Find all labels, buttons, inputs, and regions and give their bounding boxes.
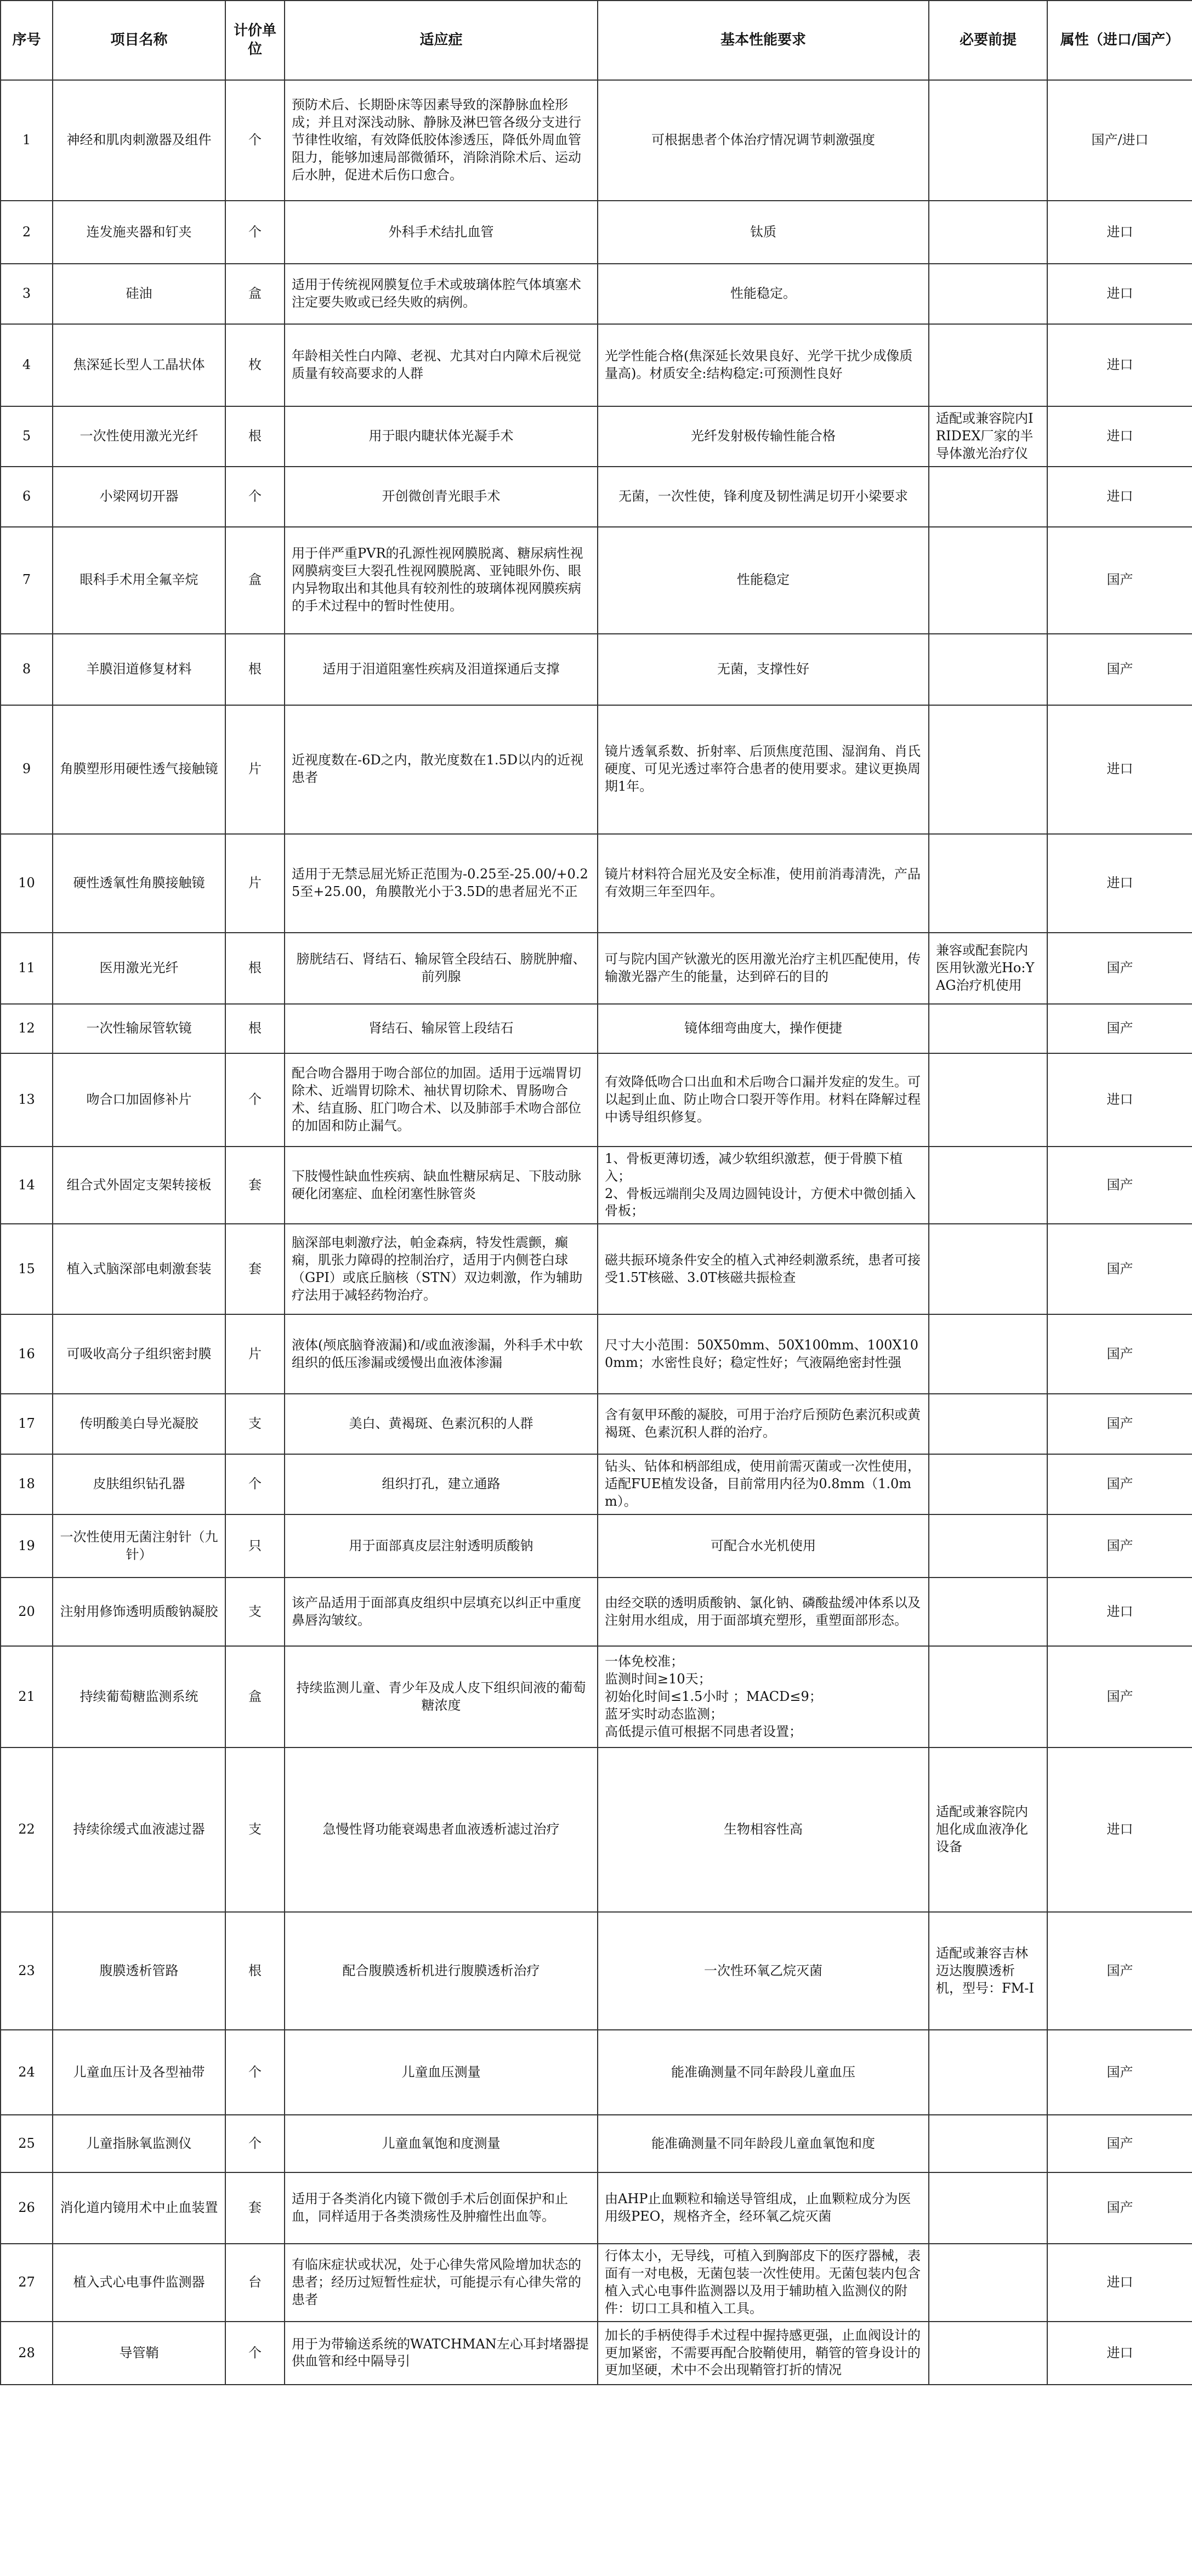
cell-attribute: 国产 <box>1047 1394 1192 1454</box>
cell-attribute: 进口 <box>1047 406 1192 467</box>
cell-no: 19 <box>1 1514 53 1578</box>
cell-unit: 支 <box>225 1578 285 1646</box>
table-row <box>1 1224 1192 1314</box>
cell-name: 医用激光光纤 <box>53 933 225 1004</box>
cell-attribute: 进口 <box>1047 1747 1192 1912</box>
cell-prerequisite <box>929 1314 1047 1394</box>
cell-unit: 根 <box>225 406 285 467</box>
cell-prerequisite <box>929 2030 1047 2115</box>
table-row <box>1 1147 1192 1224</box>
cell-indication: 有临床症状或状况，处于心律失常风险增加状态的患者；经历过短暂性症状，可能提示有心律失常的患者 <box>285 2244 598 2322</box>
cell-prerequisite <box>929 1053 1047 1147</box>
cell-unit: 个 <box>225 2322 285 2385</box>
cell-no: 26 <box>1 2172 53 2244</box>
cell-name: 硬性透氧性角膜接触镜 <box>53 834 225 933</box>
cell-attribute: 国产 <box>1047 1514 1192 1578</box>
table-row <box>1 705 1192 834</box>
cell-attribute: 国产 <box>1047 1004 1192 1053</box>
header-row <box>1 1 1192 80</box>
cell-name: 持续徐缓式血液滤过器 <box>53 1747 225 1912</box>
header-unit: 计价单位 <box>225 1 285 80</box>
cell-attribute: 国产 <box>1047 1147 1192 1224</box>
cell-requirement: 含有氨甲环酸的凝胶，可用于治疗后预防色素沉积或黄褐斑、色素沉积人群的治疗。 <box>598 1394 929 1454</box>
table-row <box>1 264 1192 324</box>
cell-indication: 适用于无禁忌屈光矫正范围为-0.25至-25.00/+0.25至+25.00，角膜散光小于3.5D的患者屈光不正 <box>285 834 598 933</box>
cell-indication: 预防术后、长期卧床等因素导致的深静脉血栓形成；并且对深浅动脉、静脉及淋巴管各级分支进行节律性收缩，有效降低胶体渗透压，降低外周血管阻力，能够加速局部微循环，消除消除术后、运动后水肿，促进术后伤口愈合。 <box>285 80 598 201</box>
cell-unit: 根 <box>225 634 285 705</box>
cell-unit: 台 <box>225 2244 285 2322</box>
cell-unit: 根 <box>225 1912 285 2030</box>
cell-name: 组合式外固定支架转接板 <box>53 1147 225 1224</box>
cell-indication: 适用于泪道阻塞性疾病及泪道探通后支撑 <box>285 634 598 705</box>
cell-indication: 美白、黄褐斑、色素沉积的人群 <box>285 1394 598 1454</box>
cell-prerequisite <box>929 2115 1047 2172</box>
table-row <box>1 527 1192 634</box>
cell-requirement: 由AHP止血颗粒和输送导管组成，止血颗粒成分为医用级PEO，规格齐全，经环氧乙烷灭菌 <box>598 2172 929 2244</box>
cell-indication: 该产品适用于面部真皮组织中层填充以纠正中重度鼻唇沟皱纹。 <box>285 1578 598 1646</box>
cell-attribute: 进口 <box>1047 705 1192 834</box>
cell-requirement: 尺寸大小范围：50X50mm、50X100mm、100X100mm；水密性良好；稳定性好；气液隔绝密封性强 <box>598 1314 929 1394</box>
cell-requirement: 光学性能合格(焦深延长效果良好、光学干扰少成像质量高)。材质安全:结构稳定:可预测性良好 <box>598 324 929 406</box>
cell-no: 8 <box>1 634 53 705</box>
cell-name: 持续葡萄糖监测系统 <box>53 1646 225 1747</box>
cell-name: 神经和肌肉刺激器及组件 <box>53 80 225 201</box>
cell-no: 1 <box>1 80 53 201</box>
cell-name: 可吸收高分子组织密封膜 <box>53 1314 225 1394</box>
cell-name: 儿童血压计及各型袖带 <box>53 2030 225 2115</box>
cell-requirement: 镜体细弯曲度大，操作便捷 <box>598 1004 929 1053</box>
cell-indication: 儿童血压测量 <box>285 2030 598 2115</box>
cell-attribute: 国产 <box>1047 1912 1192 2030</box>
header-name: 项目名称 <box>53 1 225 80</box>
cell-attribute: 进口 <box>1047 264 1192 324</box>
cell-indication: 脑深部电刺激疗法，帕金森病，特发性震颤，癫痫，肌张力障碍的控制治疗，适用于内侧苍白球（GPI）或底丘脑核（STN）双边刺激，作为辅助疗法用于减轻药物治疗。 <box>285 1224 598 1314</box>
table-row <box>1 1394 1192 1454</box>
cell-indication: 配合吻合器用于吻合部位的加固。适用于远端胃切除术、近端胃切除术、袖状胃切除术、胃肠吻合术、结直肠、肛门吻合术、以及肺部手术吻合部位的加固和防止漏气。 <box>285 1053 598 1147</box>
cell-attribute: 国产 <box>1047 933 1192 1004</box>
cell-attribute: 国产 <box>1047 2030 1192 2115</box>
table-row <box>1 1053 1192 1147</box>
cell-indication: 液体(颅底脑脊液漏)和/或血液渗漏，外科手术中软组织的低压渗漏或缓慢出血液体渗漏 <box>285 1314 598 1394</box>
header-requirement: 基本性能要求 <box>598 1 929 80</box>
cell-prerequisite <box>929 834 1047 933</box>
cell-unit: 盒 <box>225 527 285 634</box>
cell-no: 18 <box>1 1454 53 1514</box>
cell-indication: 开创微创青光眼手术 <box>285 467 598 527</box>
cell-name: 腹膜透析管路 <box>53 1912 225 2030</box>
cell-requirement: 一次性环氧乙烷灭菌 <box>598 1912 929 2030</box>
cell-attribute: 国产 <box>1047 2172 1192 2244</box>
cell-prerequisite <box>929 705 1047 834</box>
cell-indication: 急慢性肾功能衰竭患者血液透析滤过治疗 <box>285 1747 598 1912</box>
cell-no: 21 <box>1 1646 53 1747</box>
table-row <box>1 1912 1192 2030</box>
cell-unit: 个 <box>225 1454 285 1514</box>
cell-unit: 个 <box>225 80 285 201</box>
cell-attribute: 进口 <box>1047 2322 1192 2385</box>
cell-prerequisite <box>929 1578 1047 1646</box>
cell-name: 焦深延长型人工晶状体 <box>53 324 225 406</box>
cell-unit: 只 <box>225 1514 285 1578</box>
cell-name: 一次性输尿管软镜 <box>53 1004 225 1053</box>
cell-no: 10 <box>1 834 53 933</box>
cell-attribute: 国产 <box>1047 634 1192 705</box>
cell-name: 连发施夹器和钉夹 <box>53 201 225 264</box>
cell-unit: 枚 <box>225 324 285 406</box>
cell-no: 6 <box>1 467 53 527</box>
cell-attribute: 进口 <box>1047 1578 1192 1646</box>
cell-indication: 用于眼内睫状体光凝手术 <box>285 406 598 467</box>
cell-requirement: 光纤发射极传输性能合格 <box>598 406 929 467</box>
cell-requirement: 镜片材料符合屈光及安全标准，使用前消毒清洗，产品有效期三年至四年。 <box>598 834 929 933</box>
cell-indication: 组织打孔，建立通路 <box>285 1454 598 1514</box>
cell-requirement: 无菌，支撑性好 <box>598 634 929 705</box>
cell-prerequisite: 适配或兼容院内IRIDEX厂家的半导体激光治疗仪 <box>929 406 1047 467</box>
cell-attribute: 进口 <box>1047 834 1192 933</box>
cell-prerequisite <box>929 264 1047 324</box>
cell-name: 植入式心电事件监测器 <box>53 2244 225 2322</box>
cell-indication: 用于为带输送系统的WATCHMAN左心耳封堵器提供血管和经中隔导引 <box>285 2322 598 2385</box>
cell-unit: 支 <box>225 1747 285 1912</box>
cell-indication: 适用于各类消化内镜下微创手术后创面保护和止血，同样适用于各类溃疡性及肿瘤性出血等。 <box>285 2172 598 2244</box>
cell-requirement: 行体太小，无导线，可植入到胸部皮下的医疗器械，表面有一对电极，无菌包装一次性使用。无菌包装内包含植入式心电事件监测器以及用于辅助植入监测仪的附件：切口工具和植入工具。 <box>598 2244 929 2322</box>
cell-indication: 适用于传统视网膜复位手术或玻璃体腔气体填塞术注定要失败或已经失败的病例。 <box>285 264 598 324</box>
cell-attribute: 国产 <box>1047 1224 1192 1314</box>
cell-no: 9 <box>1 705 53 834</box>
cell-attribute: 进口 <box>1047 201 1192 264</box>
cell-no: 20 <box>1 1578 53 1646</box>
table-row <box>1 933 1192 1004</box>
cell-indication: 外科手术结扎血管 <box>285 201 598 264</box>
table-row <box>1 201 1192 264</box>
cell-requirement: 可与院内国产钬激光的医用激光治疗主机匹配使用，传输激光器产生的能量，达到碎石的目的 <box>598 933 929 1004</box>
cell-indication: 用于伴严重PVR的孔源性视网膜脱离、糖尿病性视网膜病变巨大裂孔性视网膜脱离、亚钝眼外伤、眼内异物取出和其他具有较剂性的玻璃体视网膜疾病的手术过程中的暂时性使用。 <box>285 527 598 634</box>
cell-unit: 支 <box>225 1394 285 1454</box>
cell-prerequisite <box>929 1646 1047 1747</box>
cell-name: 消化道内镜用术中止血装置 <box>53 2172 225 2244</box>
cell-name: 导管鞘 <box>53 2322 225 2385</box>
cell-prerequisite <box>929 324 1047 406</box>
cell-requirement: 性能稳定。 <box>598 264 929 324</box>
cell-no: 23 <box>1 1912 53 2030</box>
cell-no: 24 <box>1 2030 53 2115</box>
cell-no: 22 <box>1 1747 53 1912</box>
cell-attribute: 进口 <box>1047 2244 1192 2322</box>
cell-prerequisite <box>929 467 1047 527</box>
table-row <box>1 406 1192 467</box>
cell-unit: 套 <box>225 1147 285 1224</box>
cell-requirement: 生物相容性高 <box>598 1747 929 1912</box>
cell-name: 传明酸美白导光凝胶 <box>53 1394 225 1454</box>
cell-name: 皮肤组织钻孔器 <box>53 1454 225 1514</box>
cell-no: 28 <box>1 2322 53 2385</box>
table-row <box>1 834 1192 933</box>
table-row <box>1 2244 1192 2322</box>
cell-name: 硅油 <box>53 264 225 324</box>
cell-no: 12 <box>1 1004 53 1053</box>
cell-requirement: 能准确测量不同年龄段儿童血压 <box>598 2030 929 2115</box>
table-row <box>1 2115 1192 2172</box>
cell-indication: 近视度数在-6D之内，散光度数在1.5D以内的近视患者 <box>285 705 598 834</box>
cell-prerequisite <box>929 1454 1047 1514</box>
cell-unit: 盒 <box>225 264 285 324</box>
cell-prerequisite <box>929 1224 1047 1314</box>
cell-name: 儿童指脉氧监测仪 <box>53 2115 225 2172</box>
cell-no: 25 <box>1 2115 53 2172</box>
table-row <box>1 1578 1192 1646</box>
cell-unit: 片 <box>225 1314 285 1394</box>
cell-indication: 持续监测儿童、青少年及成人皮下组织间液的葡萄糖浓度 <box>285 1646 598 1747</box>
cell-prerequisite <box>929 2322 1047 2385</box>
cell-requirement: 由经交联的透明质酸钠、氯化钠、磷酸盐缓冲体系以及注射用水组成，用于面部填充塑形，重塑面部形态。 <box>598 1578 929 1646</box>
cell-requirement: 能准确测量不同年龄段儿童血氧饱和度 <box>598 2115 929 2172</box>
table-row <box>1 634 1192 705</box>
header-indication: 适应症 <box>285 1 598 80</box>
cell-name: 小梁网切开器 <box>53 467 225 527</box>
cell-requirement: 磁共振环境条件安全的植入式神经刺激系统，患者可接受1.5T核磁、3.0T核磁共振检查 <box>598 1224 929 1314</box>
cell-no: 27 <box>1 2244 53 2322</box>
cell-requirement: 一体免校准； 监测时间≥10天； 初始化时间≤1.5小时 ；MACD≤9； 蓝牙实时动态监测； 高低提示值可根据不同患者设置； <box>598 1646 929 1747</box>
cell-no: 13 <box>1 1053 53 1147</box>
cell-unit: 个 <box>225 2030 285 2115</box>
table-row <box>1 467 1192 527</box>
cell-no: 15 <box>1 1224 53 1314</box>
cell-indication: 下肢慢性缺血性疾病、缺血性糖尿病足、下肢动脉硬化闭塞症、血栓闭塞性脉管炎 <box>285 1147 598 1224</box>
table-row <box>1 2322 1192 2385</box>
cell-unit: 片 <box>225 834 285 933</box>
cell-indication: 配合腹膜透析机进行腹膜透析治疗 <box>285 1912 598 2030</box>
cell-indication: 年龄相关性白内障、老视、尤其对白内障术后视觉质量有较高要求的人群 <box>285 324 598 406</box>
table-row <box>1 1514 1192 1578</box>
table-row <box>1 80 1192 201</box>
cell-attribute: 国产 <box>1047 527 1192 634</box>
cell-no: 5 <box>1 406 53 467</box>
cell-prerequisite: 兼容或配套院内医用钬激光Ho:YAG治疗机使用 <box>929 933 1047 1004</box>
cell-attribute: 国产 <box>1047 2115 1192 2172</box>
cell-unit: 根 <box>225 1004 285 1053</box>
cell-attribute: 进口 <box>1047 324 1192 406</box>
cell-prerequisite <box>929 2244 1047 2322</box>
cell-name: 吻合口加固修补片 <box>53 1053 225 1147</box>
table-row <box>1 1454 1192 1514</box>
cell-requirement: 钛质 <box>598 201 929 264</box>
cell-prerequisite <box>929 1394 1047 1454</box>
cell-requirement: 可配合水光机使用 <box>598 1514 929 1578</box>
cell-no: 14 <box>1 1147 53 1224</box>
cell-attribute: 国产 <box>1047 1454 1192 1514</box>
cell-unit: 盒 <box>225 1646 285 1747</box>
cell-prerequisite <box>929 527 1047 634</box>
cell-name: 一次性使用无菌注射针（九针） <box>53 1514 225 1578</box>
cell-unit: 个 <box>225 201 285 264</box>
cell-prerequisite <box>929 1147 1047 1224</box>
cell-unit: 个 <box>225 467 285 527</box>
cell-requirement: 性能稳定 <box>598 527 929 634</box>
cell-attribute: 进口 <box>1047 467 1192 527</box>
table-row <box>1 1646 1192 1747</box>
cell-attribute: 国产 <box>1047 1314 1192 1394</box>
cell-no: 11 <box>1 933 53 1004</box>
cell-indication: 肾结石、输尿管上段结石 <box>285 1004 598 1053</box>
cell-unit: 套 <box>225 1224 285 1314</box>
cell-no: 16 <box>1 1314 53 1394</box>
cell-no: 7 <box>1 527 53 634</box>
cell-prerequisite <box>929 80 1047 201</box>
cell-unit: 根 <box>225 933 285 1004</box>
cell-prerequisite: 适配或兼容院内旭化成血液净化设备 <box>929 1747 1047 1912</box>
cell-no: 3 <box>1 264 53 324</box>
cell-prerequisite <box>929 1004 1047 1053</box>
cell-attribute: 国产/进口 <box>1047 80 1192 201</box>
cell-prerequisite <box>929 1514 1047 1578</box>
cell-prerequisite <box>929 201 1047 264</box>
cell-no: 4 <box>1 324 53 406</box>
cell-prerequisite <box>929 2172 1047 2244</box>
table-row <box>1 1747 1192 1912</box>
cell-no: 17 <box>1 1394 53 1454</box>
table-row <box>1 2030 1192 2115</box>
cell-prerequisite: 适配或兼容吉林迈达腹膜透析机，型号：FM-I <box>929 1912 1047 2030</box>
header-prerequisite: 必要前提 <box>929 1 1047 80</box>
cell-indication: 膀胱结石、肾结石、输尿管全段结石、膀胱肿瘤、前列腺 <box>285 933 598 1004</box>
cell-requirement: 有效降低吻合口出血和术后吻合口漏并发症的发生。可以起到止血、防止吻合口裂开等作用。材料在降解过程中诱导组织修复。 <box>598 1053 929 1147</box>
table-row <box>1 1004 1192 1053</box>
cell-unit: 片 <box>225 705 285 834</box>
cell-requirement: 1、骨板更薄切透，减少软组织激惹，便于骨膜下植入； 2、骨板远端削尖及周边圆钝设计，方便术中微创插入骨板； <box>598 1147 929 1224</box>
table-row <box>1 324 1192 406</box>
cell-requirement: 可根据患者个体治疗情况调节刺激强度 <box>598 80 929 201</box>
cell-name: 植入式脑深部电刺激套装 <box>53 1224 225 1314</box>
cell-attribute: 进口 <box>1047 1053 1192 1147</box>
cell-name: 羊膜泪道修复材料 <box>53 634 225 705</box>
cell-unit: 个 <box>225 2115 285 2172</box>
cell-name: 眼科手术用全氟辛烷 <box>53 527 225 634</box>
cell-indication: 儿童血氧饱和度测量 <box>285 2115 598 2172</box>
header-attribute: 属性（进口/国产） <box>1047 1 1192 80</box>
cell-requirement: 镜片透氧系数、折射率、后顶焦度范围、湿润角、肖氏硬度、可见光透过率符合患者的使用要求。建议更换周期1年。 <box>598 705 929 834</box>
table-row <box>1 1314 1192 1394</box>
table-row <box>1 2172 1192 2244</box>
cell-name: 注射用修饰透明质酸钠凝胶 <box>53 1578 225 1646</box>
cell-unit: 套 <box>225 2172 285 2244</box>
cell-unit: 个 <box>225 1053 285 1147</box>
cell-indication: 用于面部真皮层注射透明质酸钠 <box>285 1514 598 1578</box>
header-no: 序号 <box>1 1 53 80</box>
cell-requirement: 无菌，一次性使，锋利度及韧性满足切开小梁要求 <box>598 467 929 527</box>
cell-requirement: 加长的手柄使得手术过程中握持感更强，止血阀设计的更加紧密，不需要再配合胶鞘使用，鞘管的管身设计的更加坚硬，术中不会出现鞘管打折的情况 <box>598 2322 929 2385</box>
cell-attribute: 国产 <box>1047 1646 1192 1747</box>
cell-name: 角膜塑形用硬性透气接触镜 <box>53 705 225 834</box>
cell-prerequisite <box>929 634 1047 705</box>
cell-no: 2 <box>1 201 53 264</box>
cell-requirement: 钻头、钻体和柄部组成，使用前需灭菌或一次性使用，适配FUE植发设备，目前常用内径为0.8mm（1.0mm）。 <box>598 1454 929 1514</box>
table-body <box>1 80 1192 2385</box>
cell-name: 一次性使用激光光纤 <box>53 406 225 467</box>
